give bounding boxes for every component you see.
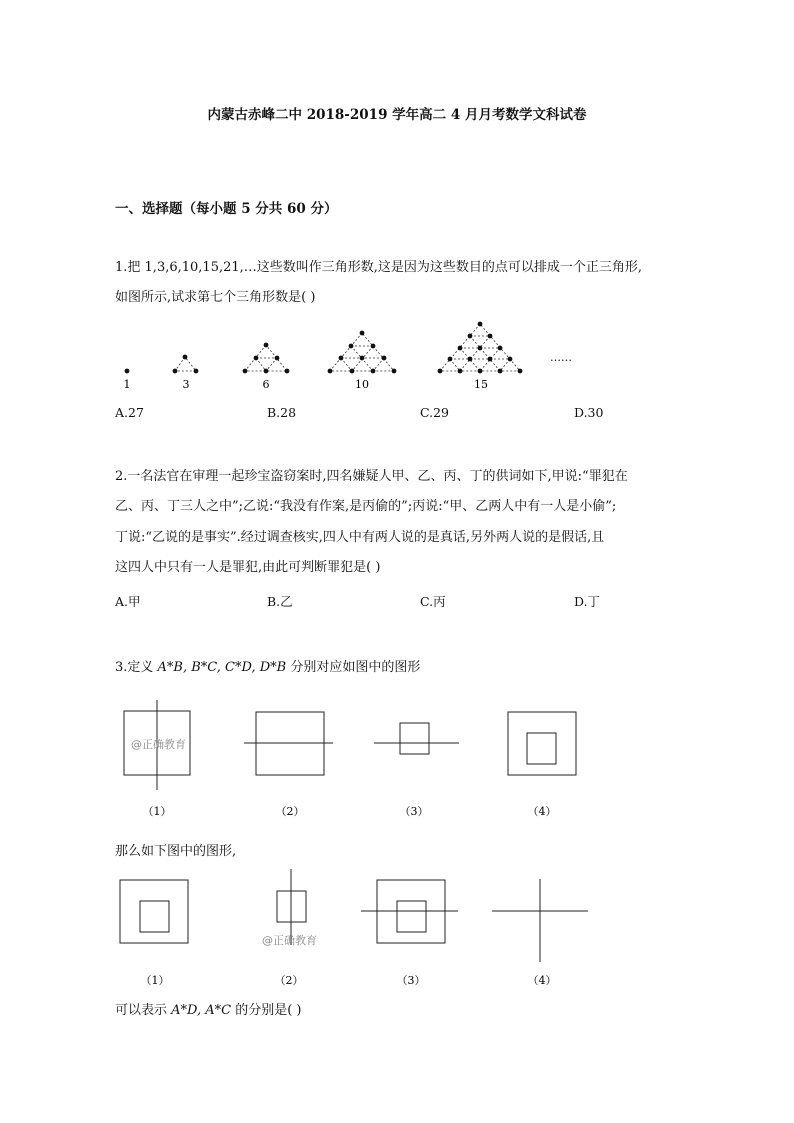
- section-heading: 一、选择题（每小题 5 分共 60 分）: [115, 201, 338, 217]
- q1-option-d: D.30: [574, 405, 604, 420]
- watermark-2: @正确教育: [262, 934, 317, 947]
- q1-stem-line1: 1.把 1,3,6,10,15,21,…这些数叫作三角形数,这是因为这些数目的点可以排成一个正三角形,: [115, 260, 643, 275]
- row2-label-1: （1）: [140, 974, 170, 987]
- row2-label-2: （2）: [274, 974, 304, 987]
- fig-label-10: 10: [355, 378, 369, 391]
- watermark-1: @正确教育: [131, 738, 186, 751]
- q3-stem-line1: 3.定义 A*B, B*C, C*D, D*B 分别对应如图中的图形: [115, 660, 421, 675]
- q2-stem-line1: 2.一名法官在审理一起珍宝盗窃案时,四名嫌疑人甲、乙、丙、丁的供词如下,甲说:“罪犯在: [115, 469, 628, 484]
- q2-stem-line2: 乙、丙、丁三人之中”;乙说:“我没有作案,是丙偷的”;丙说:“甲、乙两人中有一人是小偷”;: [115, 499, 617, 514]
- fig-ellipsis: ……: [550, 351, 572, 364]
- triangle-dots-1: [125, 369, 130, 374]
- q1-option-a: A.27: [115, 405, 144, 420]
- q3-definition-math: A*B, B*C, C*D, D*B: [157, 660, 287, 675]
- q2-option-c: C.丙: [420, 594, 446, 609]
- q2-stem-line4: 这四人中只有一人是罪犯,由此可判断罪犯是( ): [115, 560, 381, 575]
- row1-label-3: （3）: [399, 805, 429, 818]
- row1-label-4: （4）: [527, 805, 557, 818]
- q3-middle-text: 那么如下图中的图形,: [115, 844, 237, 859]
- fig-label-15: 15: [474, 378, 488, 391]
- triangle-dots-6: [245, 345, 287, 371]
- triangle-dots-3: [175, 357, 196, 371]
- q2-option-d: D.丁: [574, 594, 601, 609]
- fig-label-1: 1: [123, 378, 131, 391]
- q3-question-line: 可以表示 A*D, A*C 的分别是( ): [115, 1003, 302, 1018]
- page-title: 内蒙古赤峰二中 2018-2019 学年高二 4 月月考数学文科试卷: [207, 107, 587, 123]
- q1-stem-line2: 如图所示,试求第七个三角形数是( ): [115, 290, 316, 305]
- q2-option-b: B.乙: [267, 594, 293, 609]
- q1-option-c: C.29: [420, 405, 449, 420]
- triangle-dots-10: [330, 333, 394, 371]
- row1-label-1: （1）: [142, 805, 172, 818]
- triangle-dots-15: [440, 324, 520, 371]
- q1-option-b: B.28: [267, 405, 297, 420]
- fig-label-3: 3: [182, 378, 190, 391]
- row2-label-4: （4）: [527, 974, 557, 987]
- row2-label-3: （3）: [396, 974, 426, 987]
- q3-target-math: A*D, A*C: [171, 1003, 232, 1018]
- row1-label-2: （2）: [275, 805, 305, 818]
- q2-option-a: A.甲: [115, 594, 141, 609]
- q2-stem-line3: 丁说:“乙说的是事实”.经过调查核实,四人中有两人说的是真话,另外两人说的是假话,且: [115, 530, 605, 545]
- fig-label-6: 6: [262, 378, 270, 391]
